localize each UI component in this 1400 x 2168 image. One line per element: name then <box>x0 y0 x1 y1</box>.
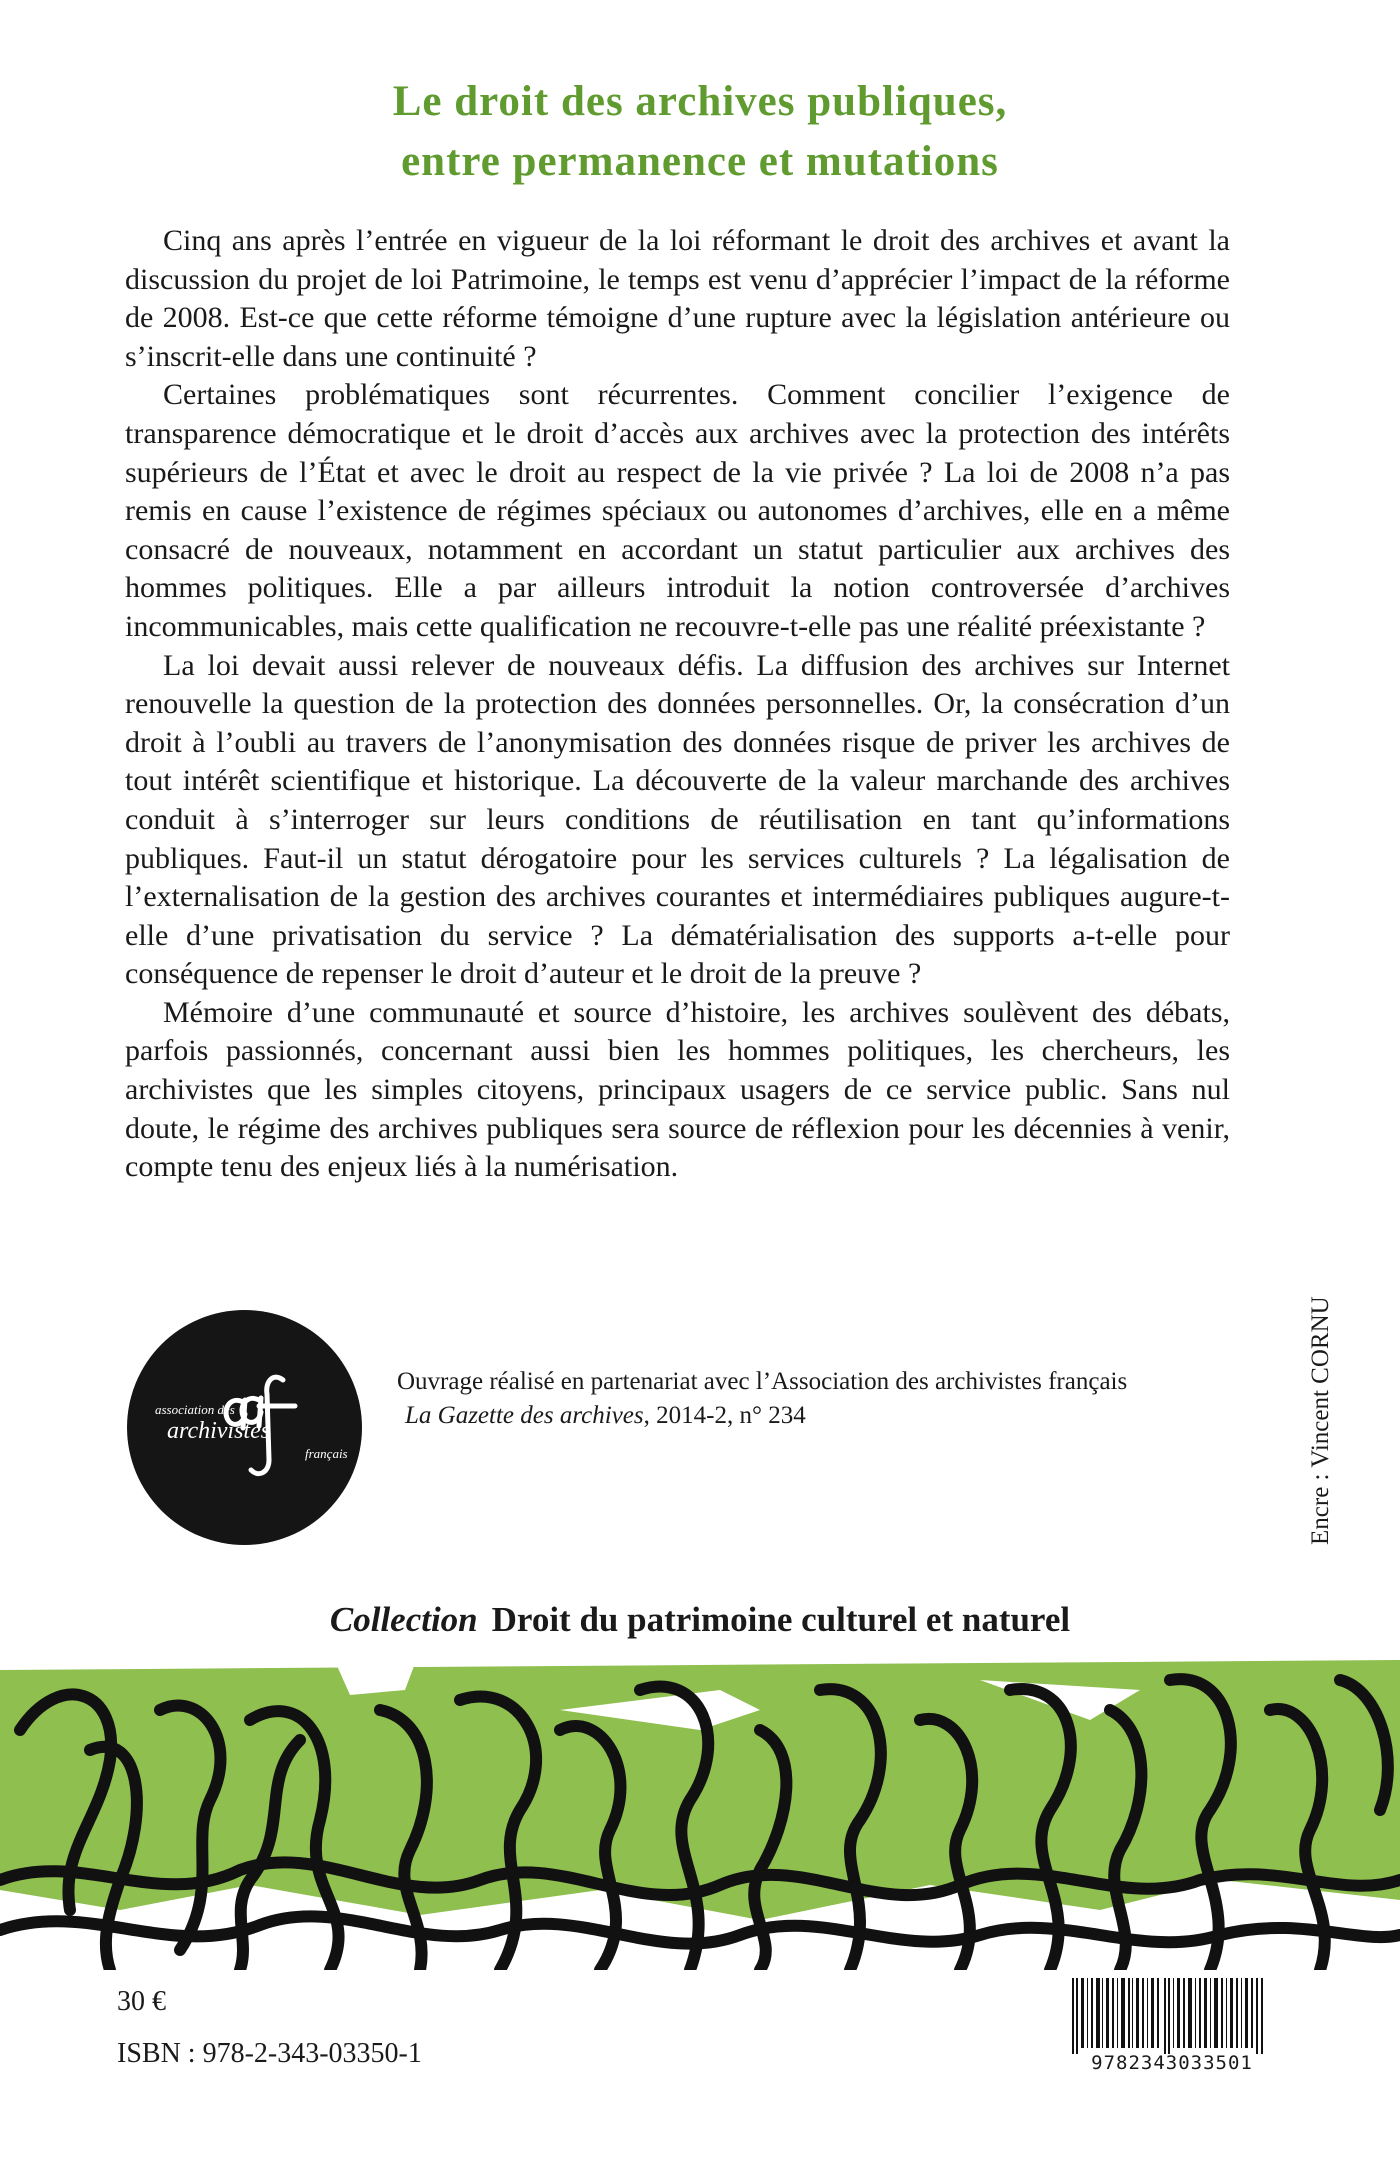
logo-text-francais: français <box>305 1446 348 1461</box>
collection-prefix: Collection <box>329 1600 478 1639</box>
gazette-reference <box>397 1399 1297 1433</box>
price: 30 € <box>117 1986 166 2017</box>
logo-text-big: archivistes <box>167 1418 271 1444</box>
title-line-2: entre permanence et mutations <box>401 138 999 185</box>
aaf-logo <box>127 1310 362 1545</box>
partnership-note <box>397 1365 1297 1433</box>
synopsis-paragraph: Certaines problématiques sont récurrentes. Comment concilier l’exigence de transparence démocratique et le droit d’accès aux archives avec la protection des intérêts supérieurs de l’État et avec le droit au respect de la vie privée ? La loi de 2008 n’a pas remis en cause l’existence de régimes spéciaux ou autonomes d’archives, elle en a même consacré de nouveaux, notamment en accordant un statut particulier aux archives des hommes politiques. Elle a par ailleurs introduit la notion controversée d’archives incommunicables, mais cette qualification ne recouvre-t-elle pas une réalité préexistante ? <box>125 378 1230 643</box>
barcode-icon <box>1068 1978 1276 2054</box>
book-title <box>150 72 1250 192</box>
barcode <box>1068 1978 1276 2076</box>
synopsis-paragraph: La loi devait aussi relever de nouveaux défis. La diffusion des archives sur Internet renouvelle la question de la protection des données personnelles. Or, la consécration d’un droit à l’oubli au travers de l’anonymisation des données risque de priver les archives de tout intérêt scientifique et historique. La découverte de la valeur marchande des archives conduit à s’interroger sur leurs conditions de réutilisation en tant qu’informations publiques. Faut-il un statut dérogatoire pour les services culturels ? La légalisation de l’externalisation de la gestion des archives courantes et intermédiaires publiques augure-t-elle d’une privatisation du service ? La dématérialisation des supports a-t-elle pour conséquence de repenser le droit d’auteur et le droit de la preuve ? <box>125 648 1230 991</box>
gazette-title: La Gazette des archives <box>405 1402 644 1429</box>
collection-line <box>150 1600 1250 1640</box>
collection-name: Droit du patrimoine culturel et naturel <box>491 1600 1071 1639</box>
synopsis-paragraph: Mémoire d’une communauté et source d’histoire, les archives soulèvent des débats, parfois passionnés, concernant aussi bien les hommes politiques, les chercheurs, les archivistes que les simples citoyens, principaux usagers de ce service public. Sans nul doute, le régime des archives publiques sera source de réflexion pour les décennies à venir, compte tenu des enjeux liés à la numérisation. <box>125 995 1230 1184</box>
barcode-number: 9782343033501 <box>1091 2052 1253 2074</box>
illustration-credit: Encre : Vincent CORNU <box>1307 1296 1334 1545</box>
isbn: ISBN : 978-2-343-03350-1 <box>117 2038 422 2069</box>
partnership-line: Ouvrage réalisé en partenariat avec l’Association des archivistes français <box>397 1368 1128 1395</box>
synopsis-paragraph: Cinq ans après l’entrée en vigueur de la loi réformant le droit des archives et avant la discussion du projet de loi Patrimoine, le temps est venu d’apprécier l’impact de la réforme de 2008. Est-ce que cette réforme témoigne d’une rupture avec la législation antérieure ou s’inscrit-elle dans une continuité ? <box>125 224 1230 373</box>
logo-text-small: association des <box>155 1402 235 1417</box>
ink-illustration <box>0 1650 1400 1970</box>
synopsis <box>125 222 1230 1187</box>
gazette-issue: , 2014-2, n° 234 <box>643 1402 806 1429</box>
title-line-1: Le droit des archives publiques, <box>392 78 1008 125</box>
